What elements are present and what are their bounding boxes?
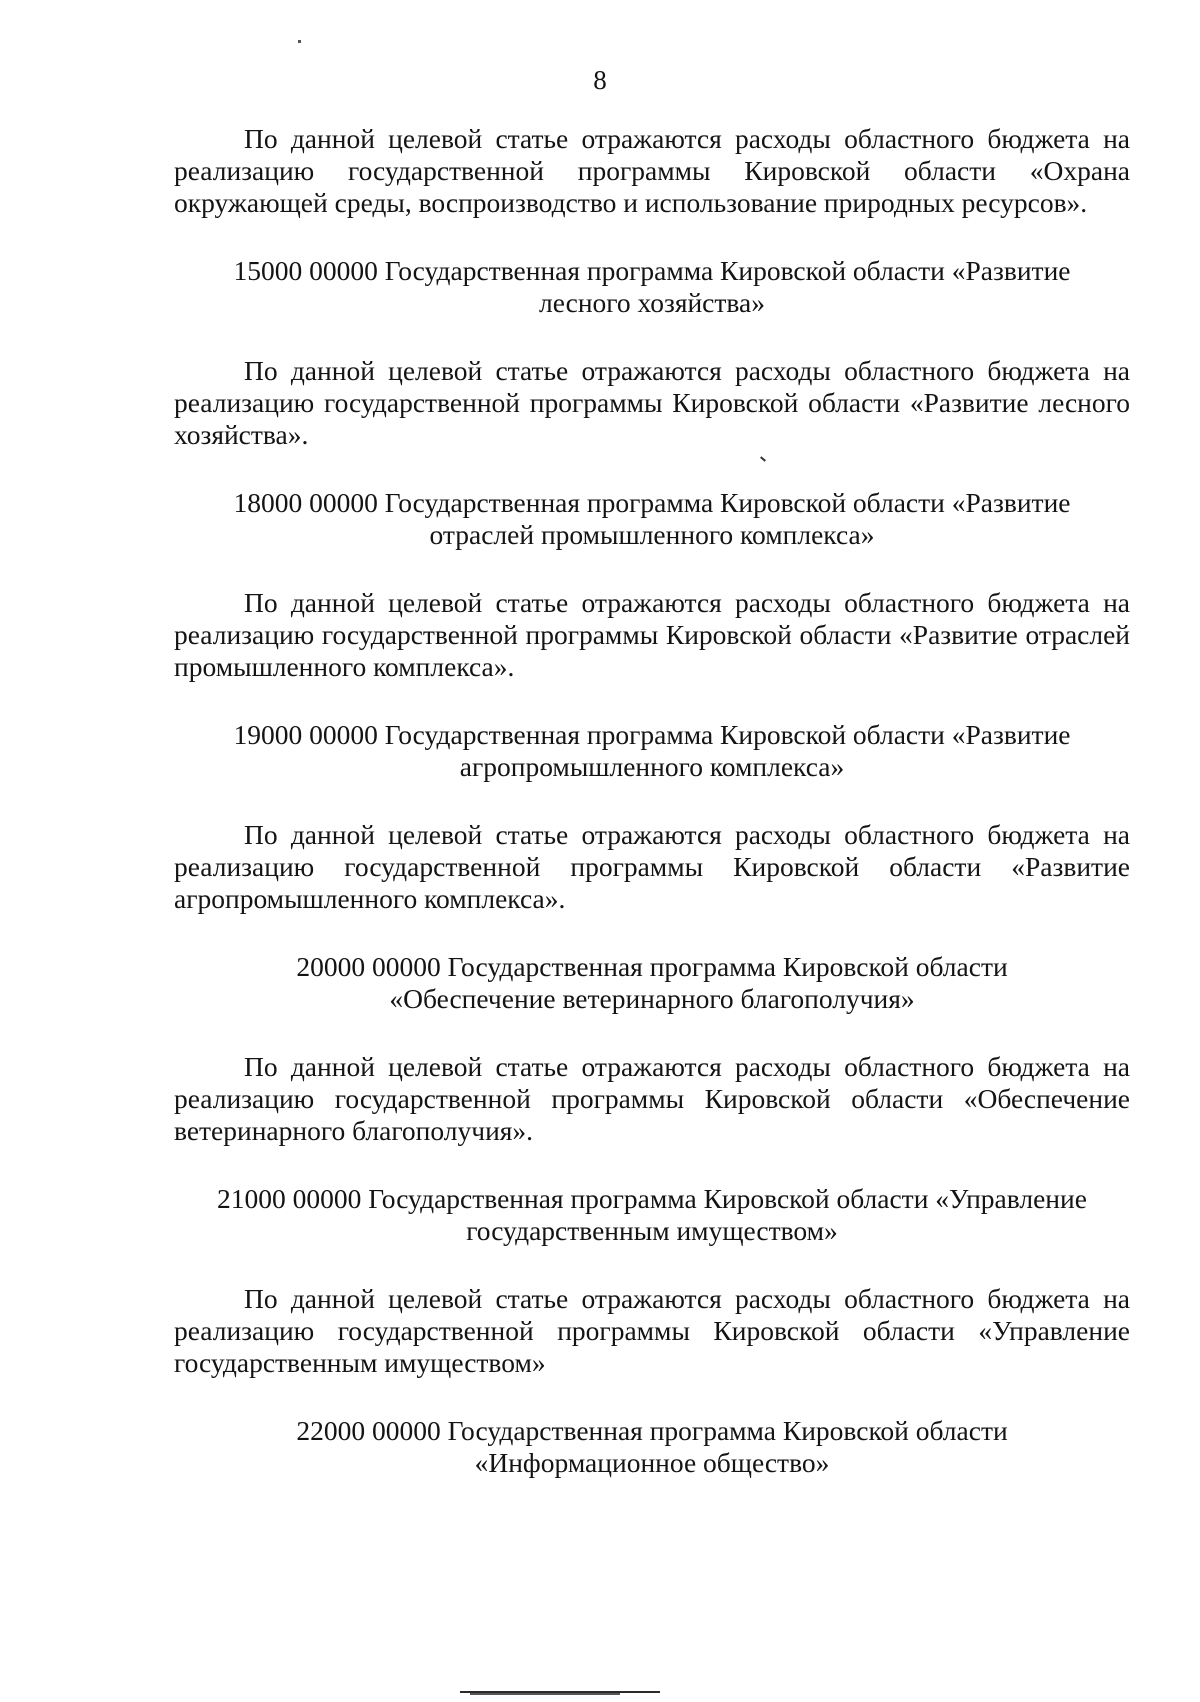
section-heading: 19000 00000 Государственная программа Кировской области «Развитие агропромышленного комплекса» [233,719,1071,782]
section-heading: 21000 00000 Государственная программа Кировской области «Управление государственным имуществом» [217,1183,1087,1246]
paragraph: По данной целевой статье отражаются расходы областного бюджета на реализацию государственной программы Кировской области «Управление государственным имуществом» [174,1283,1130,1378]
paragraph: По данной целевой статье отражаются расходы областного бюджета на реализацию государственной программы Кировской области «Развитие агропромышленного комплекса». [174,819,1130,914]
paragraph: По данной целевой статье отражаются расходы областного бюджета на реализацию государственной программы Кировской области «Развитие лесного хозяйства». [174,355,1130,450]
section-heading: 18000 00000 Государственная программа Кировской области «Развитие отраслей промышленного комплекса» [233,487,1071,550]
section-heading: 22000 00000 Государственная программа Кировской области «Информационное общество» [296,1415,1008,1478]
paragraph: По данной целевой статье отражаются расходы областного бюджета на реализацию государственной программы Кировской области «Развитие отраслей промышленного комплекса». [174,587,1130,682]
scan-speck [298,40,301,43]
section-heading: 15000 00000 Государственная программа Кировской области «Развитие лесного хозяйства» [233,255,1071,318]
document-body [174,123,1130,1479]
scan-edge-line [470,1693,620,1695]
paragraph: По данной целевой статье отражаются расходы областного бюджета на реализацию государственной программы Кировской области «Охрана окружающей среды, воспроизводство и использование природных ресурсов». [174,123,1130,218]
page-number: 8 [593,65,607,95]
paragraph: По данной целевой статье отражаются расходы областного бюджета на реализацию государственной программы Кировской области «Обеспечение ветеринарного благополучия». [174,1051,1130,1146]
section-heading: 20000 00000 Государственная программа Кировской области «Обеспечение ветеринарного благополучия» [296,951,1008,1014]
